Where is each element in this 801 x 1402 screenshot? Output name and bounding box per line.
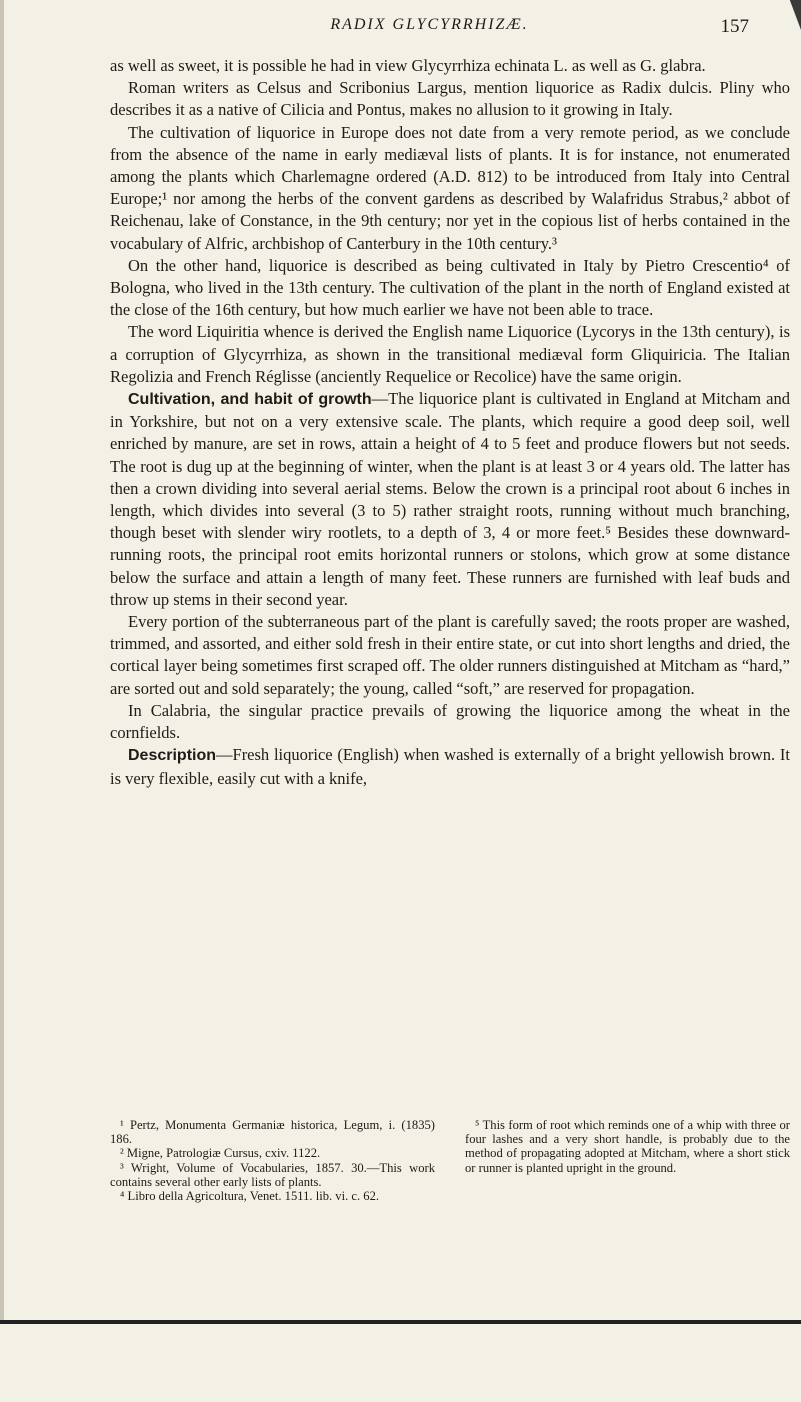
page-corner-fold	[787, 0, 801, 30]
page-number: 157	[720, 16, 749, 37]
page-edge-shadow	[0, 0, 4, 1320]
main-text	[110, 55, 790, 790]
footnotes	[110, 1118, 790, 1203]
paragraph: Roman writers as Celsus and Scribonius Largus, mention liquorice as Radix dulcis. Pliny who describes it as a native of Cilicia and Pontus, makes no allusion to it growing in Italy.	[110, 78, 790, 120]
footnote: ² Migne, Patrologiæ Cursus, cxiv. 1122.	[120, 1146, 321, 1161]
paragraph: The word Liquiritia whence is derived the English name Liquorice (Lycorys in the 13th century), is a corruption of Glycyrrhiza, as shown in the transitional mediæval form Gliquiricia. The Italian Regolizia and French Réglisse (anciently Requelice or Recolice) have the same origin.	[110, 322, 790, 386]
paragraph-description: Description—Fresh liquorice (English) when washed is externally of a bright yellowish brown. It is very flexible, easily cut with a knife,	[110, 745, 790, 788]
paragraph: On the other hand, liquorice is described as being cultivated in Italy by Pietro Crescentio⁴ of Bologna, who lived in the 13th century. The cultivation of the plant in the north of England existed at the close of the 16th century, but how much earlier we have not been able to trace.	[110, 255, 790, 320]
paragraph-cultivation: Cultivation, and habit of growth—The liquorice plant is cultivated in England at Mitcham and in Yorkshire, but not on a very extensive scale. The plants, which require a good deep soil, well enriched by manure, are set in rows, attain a height of 4 to 5 feet and produce flowers but not seeds. The root is dug up at the beginning of winter, when the plant is at least 3 or 4 years old. The latter has then a crown dividing into several aerial stems. Below the crown is a principal root about 6 inches in length, which divides into several (3 to 5) rather straight roots, running without much branching, though beset with slender wiry rootlets, to a depth of 3, 4 or more feet.⁵ Besides these downward-running roots, the principal root emits horizontal runners or stolons, which grow at some distance below the surface and attain a length of many feet. These runners are furnished with leaf buds and throw up stems in their second year.	[110, 389, 790, 609]
footnotes-left	[110, 1118, 435, 1203]
footnote: ⁵ This form of root which reminds one of a whip with three or four lashes and a very short handle, is probably due to the method of propagating adopted at Mitcham, where a short stick or runner is planted upright in the ground.	[465, 1118, 790, 1175]
bottom-edge-bar	[0, 1320, 801, 1324]
paragraph: Every portion of the subterraneous part of the plant is carefully saved; the roots proper are washed, trimmed, and assorted, and either sold fresh in their entire state, or cut into short lengths and dried, the cortical layer being sometimes first scraped off. The older runners distinguished at Mitcham as “hard,” are sorted out and sold separately; the young, called “soft,” are reserved for propagation.	[110, 612, 790, 698]
paragraph: The cultivation of liquorice in Europe does not date from a very remote period, as we conclude from the absence of the name in early mediæval lists of plants. It is for instance, not enumerated among the plants which Charlemagne ordered (A.D. 812) to be introduced from Italy into Central Europe;¹ nor among the herbs of the convent gardens as described by Walafridus Strabus,² abbot of Reichenau, lake of Constance, in the 9th century; nor yet in the copious list of herbs contained in the vocabulary of Alfric, archbishop of Canterbury in the 10th century.³	[110, 122, 790, 253]
paragraph: In Calabria, the singular practice prevails of growing the liquorice among the wheat in the cornfields.	[110, 700, 790, 743]
running-title: RADIX GLYCYRRHIZÆ.	[330, 16, 529, 33]
footnote: ³ Wright, Volume of Vocabularies, 1857. 30.—This work contains several other early lists of plants.	[110, 1160, 435, 1189]
running-header	[110, 16, 749, 46]
footnote: ¹ Pertz, Monumenta Germaniæ historica, Legum, i. (1835) 186.	[110, 1118, 435, 1147]
footnotes-right	[465, 1118, 790, 1203]
paragraph: as well as sweet, it is possible he had in view Glycyrrhiza echinata L. as well as G. glabra.	[110, 56, 706, 75]
section-heading: Cultivation, and habit of growth	[128, 391, 372, 409]
section-heading: Description	[128, 747, 217, 765]
footnote: ⁴ Libro della Agricoltura, Venet. 1511. lib. vi. c. 62.	[120, 1189, 380, 1204]
